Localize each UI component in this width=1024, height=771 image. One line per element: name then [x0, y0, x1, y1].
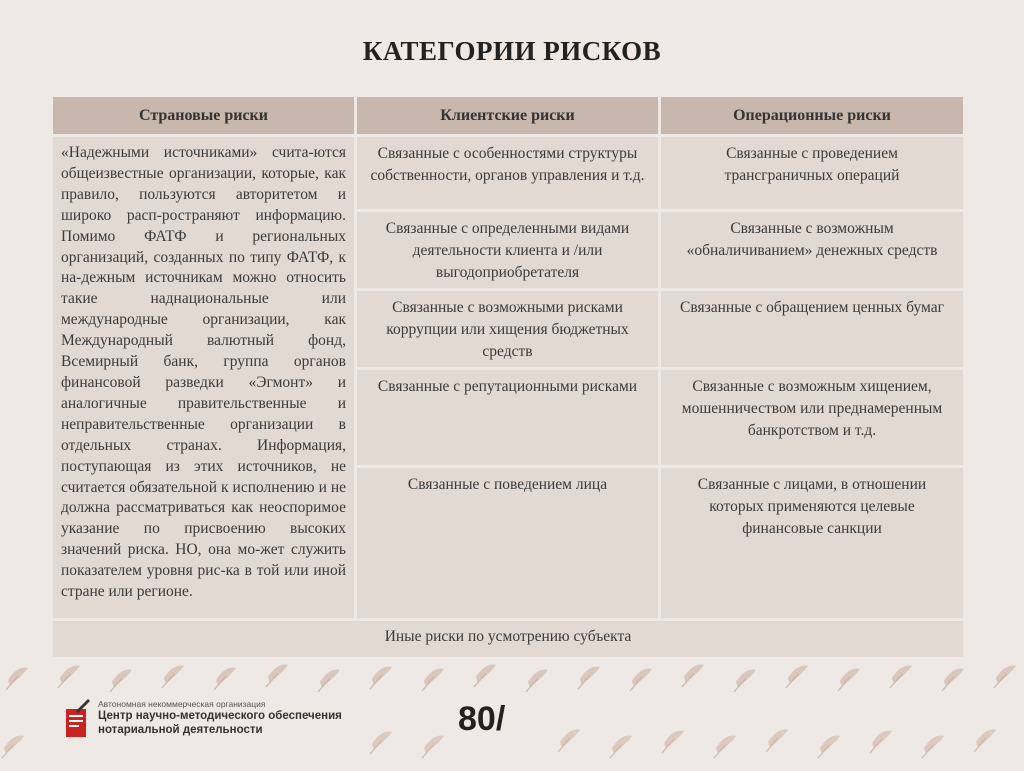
operational-risk-cell: Связанные с обращением ценных бумаг: [661, 291, 963, 367]
client-risk-cell: Связанные с репутационными рисками: [357, 370, 658, 465]
client-risk-cell: Связанные с возможными рисками коррупции или хищения бюджетных средств: [357, 291, 658, 367]
organization-logo-icon: [62, 697, 92, 741]
operational-risk-cell: Связанные с проведением трансграничных операций: [661, 137, 963, 209]
risk-categories-table: [50, 94, 966, 660]
client-risk-cell: Связанные с особенностями структуры собственности, органов управления и т.д.: [357, 137, 658, 209]
header-client-risks: Клиентские риски: [357, 97, 658, 134]
header-country-risks: Страновые риски: [53, 97, 354, 134]
client-risk-cell: Связанные с определенными видами деятельности клиента и /или выгодоприобретателя: [357, 212, 658, 288]
organization-logo: [62, 697, 352, 743]
operational-risk-cell: Связанные с возможным хищением, мошенничеством или преднамеренным банкротством и т.д.: [661, 370, 963, 465]
logo-name-line1: Центр научно-методического обеспечения: [98, 710, 342, 722]
operational-risk-cell: Связанные с возможным «обналичиванием» денежных средств: [661, 212, 963, 288]
operational-risk-cell: Связанные с лицами, в отношении которых применяются целевые финансовые санкции: [661, 468, 963, 618]
quill-pen-icon: [0, 664, 1024, 692]
other-risks-cell: Иные риски по усмотрению субъекта: [53, 621, 963, 657]
table-row: [53, 137, 963, 209]
slide-title: КАТЕГОРИИ РИСКОВ: [362, 36, 662, 66]
quill-pattern-row: [0, 664, 1024, 692]
table-footer-row: [53, 621, 963, 657]
logo-name-line2: нотариальной деятельности: [98, 724, 263, 736]
table-header-row: [53, 97, 963, 134]
page-number: 80/: [458, 700, 506, 738]
country-risks-description: «Надежными источниками» счита-ются общеизвестные организации, которые, как правило, пользуются авторитетом и широко расп-ространяют информацию. Помимо ФАТФ и региональных организаций, созданных по типу ФАТФ, к на-дежным источникам можно относить такие наднациональные или международные организации, как Международный валютный фонд, Всемирный банк, группа органов финансовой разведки «Эгмонт» и аналогичные правительственные и неправительственные организации в отдельных странах. Информация, поступающая из этих источников, не считается обязательной к исполнению и не должна рассматриваться как неоспоримое указание по присвоению высоких значений риска. НО, она мо-жет служить показателем уровня рис-ка в той или иной стране или регионе.: [53, 137, 354, 618]
header-operational-risks: Операционные риски: [661, 97, 963, 134]
client-risk-cell: Связанные с поведением лица: [357, 468, 658, 618]
logo-org-type: Автономная некоммерческая организация: [98, 699, 266, 709]
